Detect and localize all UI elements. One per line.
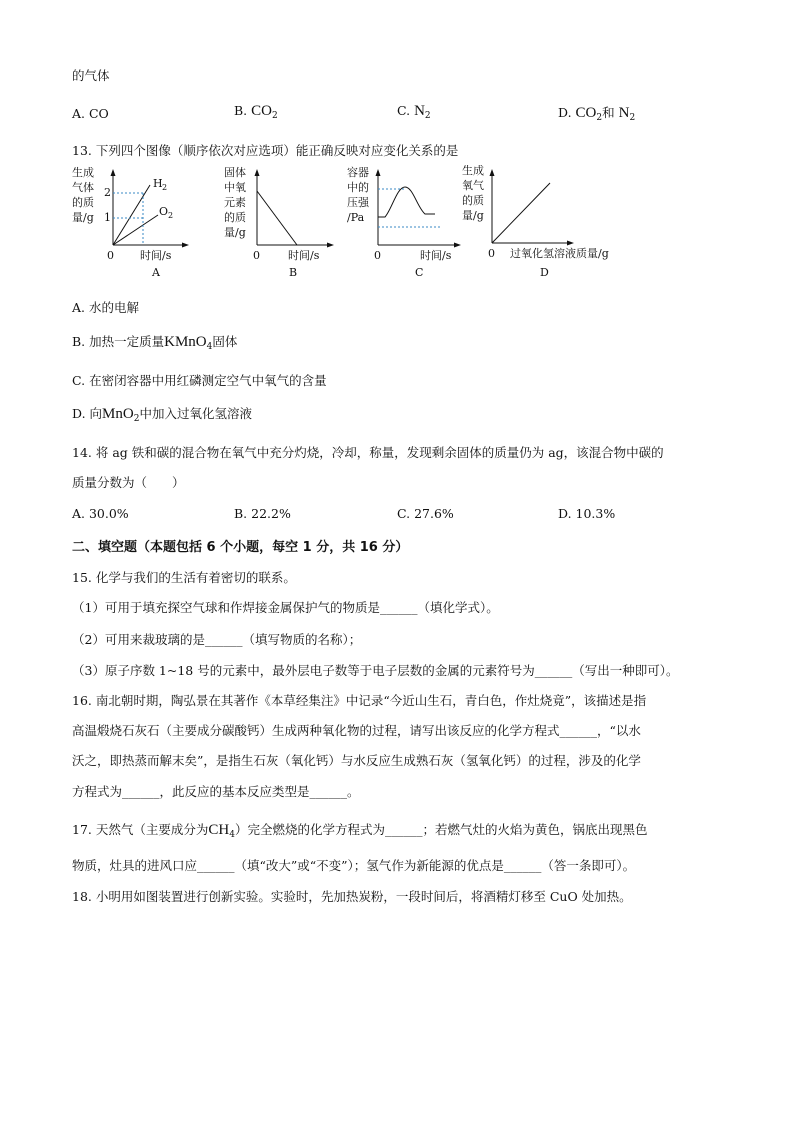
fig-b-origin: 0 (253, 249, 260, 262)
fig-a-series-h2-sub: 2 (162, 183, 168, 192)
question-15-part-2: （2）可用来裁玻璃的是______（填写物质的名称）； (72, 632, 362, 647)
fig-b-xlabel: 时间/s (288, 249, 320, 262)
q14-option-a: A. 30.0% (72, 506, 129, 521)
question-16-line-4: 方程式为______，此反应的基本反应类型是______。 (72, 784, 360, 799)
q13-option-b: B. 加热一定质量KMnO$_4$固体 (72, 334, 238, 352)
fig-d-ylabel-4: 量/g (462, 209, 484, 222)
fig-a-origin: 0 (107, 249, 114, 262)
q14-option-b: B. 22.2% (234, 506, 291, 521)
fig-d-ylabel-3: 的质 (462, 194, 484, 207)
fig-c-ylabel-4: /Pa (347, 211, 365, 224)
fig-a-ylabel-4: 量/g (72, 211, 94, 224)
q13-option-c: C. 在密闭容器中用红磷测定空气中氧气的含量 (72, 373, 327, 388)
fig-c-origin: 0 (374, 249, 381, 262)
q13-option-d: D. 向MnO$_2$中加入过氧化氢溶液 (72, 406, 252, 424)
q14-options (72, 506, 772, 524)
question-14-line-2: 质量分数为（ ） (72, 475, 185, 490)
q14-option-c: C. 27.6% (397, 506, 454, 521)
fig-a-ylabel-1: 生成 (72, 166, 94, 179)
fig-c-ylabel-3: 压强 (347, 196, 369, 209)
section-heading: 二、填空题（本题包括 6 个小题，每空 1 分，共 16 分） (72, 540, 409, 555)
fig-c-ylabel-1: 容器 (347, 166, 369, 179)
figure-a (70, 165, 215, 283)
fig-a-xlabel: 时间/s (140, 249, 172, 262)
fig-b-ylabel-5: 量/g (224, 226, 246, 239)
fig-a-ylabel-2: 气体 (72, 181, 94, 194)
fig-a-series-o2: O (159, 205, 169, 218)
fig-b-caption: B (289, 266, 298, 279)
q12-option-a: A. CO (72, 106, 109, 121)
fig-a-tick-1: 1 (104, 211, 111, 224)
fig-d-xlabel: 过氧化氢溶液质量/g (510, 247, 609, 260)
question-18: 18. 小明用如图装置进行创新实验。实验时，先加热炭粉，一段时间后，将酒精灯移至 CuO 处加热。 (72, 889, 632, 904)
fig-d-origin: 0 (488, 247, 495, 260)
q13-option-a: A. 水的电解 (72, 300, 139, 315)
question-17-line-1: 17. 天然气（主要成分为$CH_4$）完全燃烧的化学方程式为______；若燃气灶的火焰为黄色，锅底出现黑色 (72, 822, 648, 840)
fig-c-xlabel: 时间/s (420, 249, 452, 262)
fig-d-caption: D (540, 266, 549, 279)
fig-b-ylabel-3: 元素 (224, 196, 246, 209)
figure-d (460, 165, 635, 283)
figure-c (345, 165, 470, 283)
q12-option-b: B. $CO_2$ (234, 103, 278, 121)
fig-a-caption: A (152, 266, 160, 279)
question-16-line-1: 16. 南北朝时期，陶弘景在其著作《本草经集注》中记录“今近山生石，青白色，作灶烧竟”，该描述是指 (72, 693, 647, 708)
fig-d-ylabel-2: 氧气 (462, 179, 484, 192)
fig-a-series-h2: H (153, 177, 163, 190)
fig-a-tick-2: 2 (104, 186, 111, 199)
question-16-line-3: 沃之，即热蒸而解末矣”，是指生石灰（氧化钙）与水反应生成熟石灰（氢氧化钙）的过程，涉及的化学 (72, 753, 641, 768)
fig-a-series-o2-sub: 2 (168, 211, 174, 220)
q12-option-d: D. $CO_2$和 $N_2$ (558, 105, 636, 123)
fig-a-ylabel-3: 的质 (72, 196, 94, 209)
question-15-part-3: （3）原子序数 1~18 号的元素中，最外层电子数等于电子层数的金属的元素符号为______（写出一种即可）。 (72, 663, 679, 678)
q12-options (72, 103, 772, 125)
q14-option-d: D. 10.3% (558, 506, 616, 521)
question-15-stem: 15. 化学与我们的生活有着密切的联系。 (72, 570, 296, 585)
question-12-tail: 的气体 (72, 68, 110, 83)
fig-c-ylabel-2: 中的 (347, 181, 369, 194)
q12-option-c: C. $N_2$ (397, 103, 431, 121)
question-16-line-2: 高温煅烧石灰石（主要成分碳酸钙）生成两种氧化物的过程，请写出该反应的化学方程式______，“以水 (72, 723, 641, 738)
fig-d-ylabel-1: 生成 (462, 165, 484, 177)
question-13-stem: 13. 下列四个图像（顺序依次对应选项）能正确反映对应变化关系的是 (72, 143, 459, 158)
question-17-line-2: 物质，灶具的进风口应______（填“改大”或“不变”）；氢气作为新能源的优点是______（答一条即可）。 (72, 858, 636, 873)
fig-b-ylabel-2: 中氧 (224, 181, 246, 194)
fig-b-ylabel-1: 固体 (224, 166, 246, 179)
figure-b (222, 165, 342, 283)
question-14-line-1: 14. 将 ag 铁和碳的混合物在氧气中充分灼烧，冷却，称量，发现剩余固体的质量仍为 ag，该混合物中碳的 (72, 445, 664, 460)
fig-b-ylabel-4: 的质 (224, 211, 246, 224)
question-15-part-1: （1）可用于填充探空气球和作焊接金属保护气的物质是______（填化学式）。 (72, 600, 499, 615)
fig-c-caption: C (415, 266, 424, 279)
